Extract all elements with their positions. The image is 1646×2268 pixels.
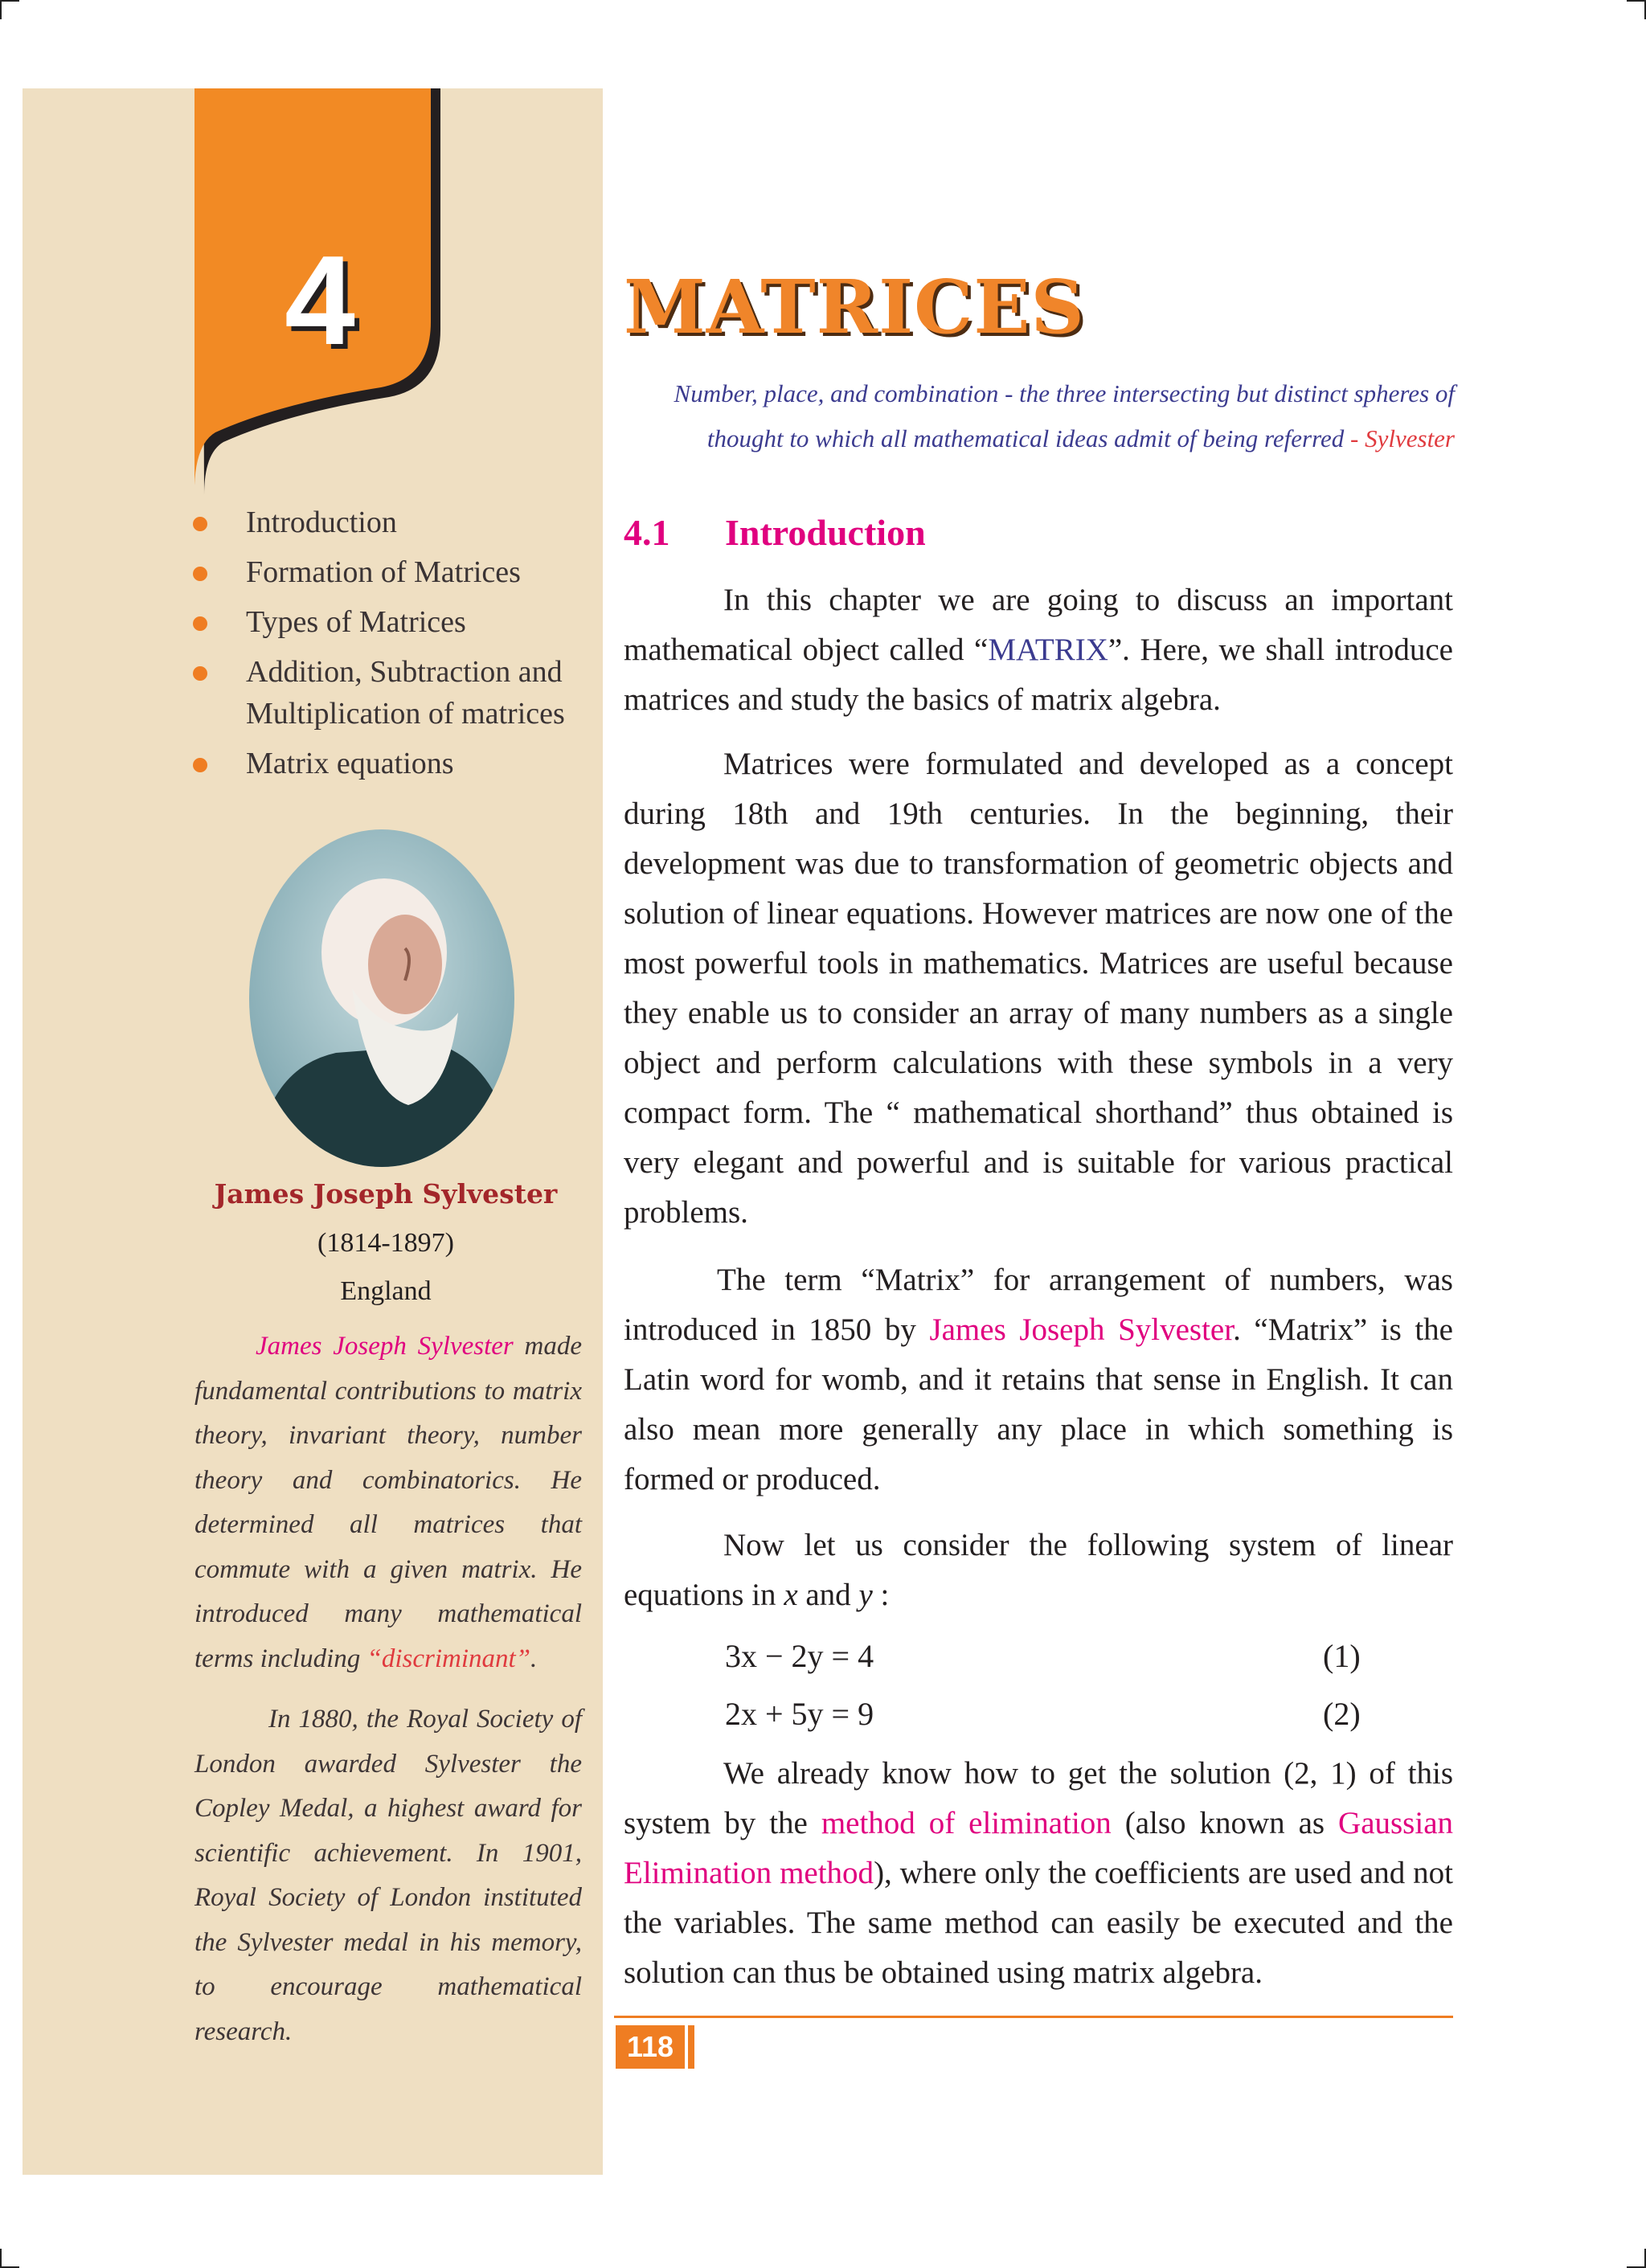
page-number-accent (688, 2025, 694, 2069)
paragraph-linear-system: Now let us consider the following system of linear equations in x and y : (624, 1528, 1453, 1612)
chapter-topics-list (190, 501, 592, 792)
crop-mark-top-left (0, 0, 19, 19)
portrait-image (248, 828, 516, 1169)
paragraph-term-origin: The term “Matrix” for arrangement of numbers, was introduced in 1850 by James Joseph Sylvester. “Matrix” is the Latin word for womb, and it retains that sense in English. It can also mean more generally any place in which something is formed or produced. (624, 1263, 1453, 1496)
list-item: Formation of Matrices (190, 551, 592, 593)
crop-mark-top-right (1627, 0, 1646, 19)
bio-name: James Joseph Sylvester (214, 1178, 558, 1210)
list-item: Types of Matrices (190, 601, 592, 643)
bio-paragraph-contributions: James Joseph Sylvester made fundamental contributions to matrix theory, invariant theory, number theory and combinatorics. He determined all matrices that commute with a given matrix. He introduced many mathematical terms including “discriminant”. (194, 1332, 582, 1673)
section-number: 4.1 (624, 512, 670, 553)
paragraph-intro: In this chapter we are going to discuss an important mathematical object called “MATRIX”. Here, we shall introduce matrices and study the basics of matrix algebra. (624, 583, 1453, 717)
bio-country: England (340, 1276, 432, 1306)
chapter-number: 4 (285, 230, 355, 371)
page-number: 118 (616, 2025, 685, 2069)
bio-highlight-name: James Joseph Sylvester (256, 1332, 514, 1361)
paragraph-history: Matrices were formulated and developed as a concept during 18th and 19th centuries. In the beginning, their development was due to transformation of geometric objects and solution of linear equations. However matrices are now one of the most powerful tools in mathematics. Matrices are useful because they enable us to consider an array of many numbers as a single object and perform calculations with these symbols in a very compact form. The “ mathematical shorthand” thus obtained is very elegant and powerful and is suitable for various practical problems. (624, 747, 1453, 1230)
crop-mark-bottom-left (0, 2249, 19, 2268)
chapter-quote: Number, place, and combination - the three intersecting but distinct spheres of thought to which all mathematical ideas admit of being referred - Sylvester (674, 379, 1455, 452)
list-item: Matrix equations (190, 743, 592, 784)
term-gaussian-elimination: Gaussian Elimination method (624, 1806, 1454, 1890)
footer-divider (614, 2016, 1453, 2018)
section-heading (624, 511, 926, 554)
equation-1-label: (1) (1323, 1638, 1361, 1674)
bio-years: (1814-1897) (317, 1228, 454, 1258)
equation-1: 3x − 2y = 4 (725, 1638, 874, 1674)
equation-2-label: (2) (1323, 1696, 1361, 1732)
list-item: Addition, Subtraction and Multiplication of matrices (190, 651, 592, 735)
term-sylvester: James Joseph Sylvester (929, 1312, 1234, 1347)
chapter-banner (191, 88, 448, 506)
list-item: Introduction (190, 501, 592, 543)
paragraph-elimination: We already know how to get the solution (2, 1) of this system by the method of elimination (also known as Gaussian Elimination method), where only the coefficients are used and not the variables. The same method can easily be executed and the solution can thus be obtained using matrix algebra. (624, 1756, 1454, 1990)
sylvester-portrait (248, 828, 516, 1169)
term-method-of-elimination: method of elimination (821, 1806, 1112, 1840)
chapter-title: MATRICES (624, 264, 1085, 350)
crop-mark-bottom-right (1627, 2249, 1646, 2268)
section-title: Introduction (725, 512, 926, 553)
term-matrix: MATRIX (988, 633, 1108, 667)
bio-paragraph-awards: In 1880, the Royal Society of London awarded Sylvester the Copley Medal, a highest award for scientific achievement. In 1901, Royal Society of London instituted the Sylvester medal in his memory, to encourage mathematical research. (194, 1705, 582, 2046)
quote-author: Sylvester (1365, 424, 1455, 452)
bio-highlight-term: “discriminant” (366, 1644, 531, 1673)
equation-2: 2x + 5y = 9 (725, 1696, 874, 1732)
